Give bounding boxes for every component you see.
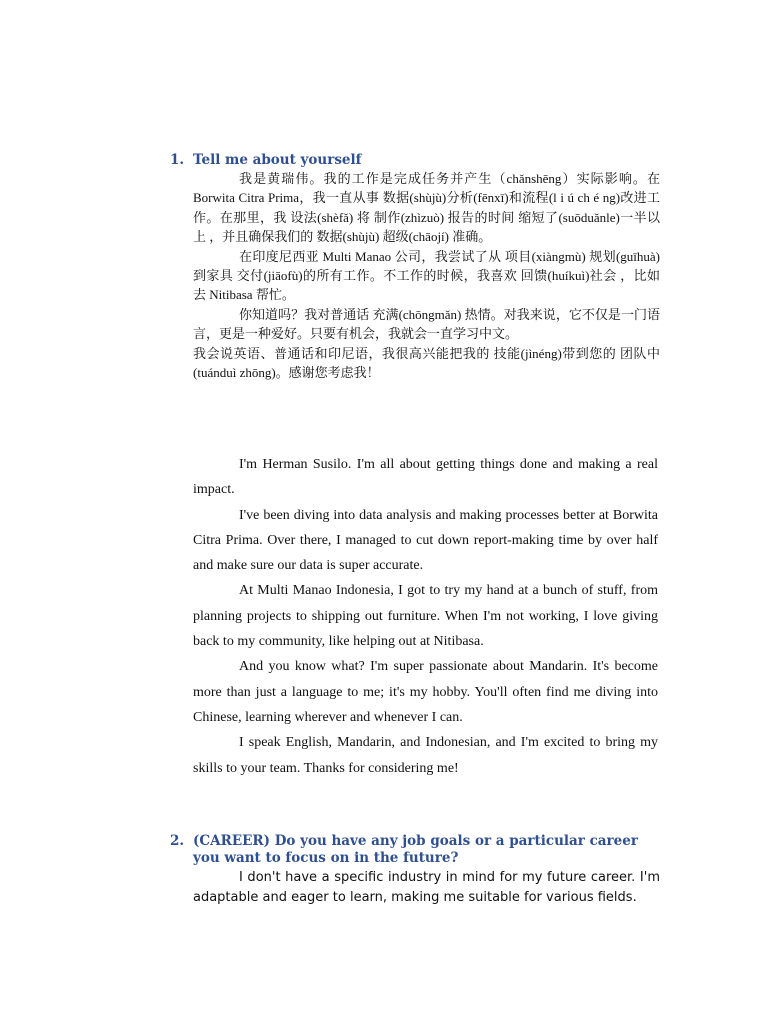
english-paragraph-1: I'm Herman Susilo. I'm all about getting things done and making a real impact. — [193, 457, 658, 498]
question-2-answer: I don't have a specific industry in mind for my future career. I'm adaptable and eager to learn, making me suitable for various fields. — [193, 870, 660, 905]
english-answer — [193, 452, 658, 781]
chinese-paragraph-4: 我会说英语、普通话和印尼语，我很高兴能把我的 技能(jìnéng)带到您的 团队中(tuánduì zhōng)。感谢您考虑我！ — [193, 345, 660, 381]
english-paragraph-3: At Multi Manao Indonesia, I got to try my hand at a bunch of stuff, from planning projects to shipping out furniture. When I'm not working, I love giving back to my community, like helping out at Nitibasa. — [193, 583, 658, 650]
question-2-title: (CAREER) Do you have any job goals or a particular career you want to focus on in the future? — [193, 833, 638, 866]
chinese-paragraph-1: 我是黄瑞伟。我的工作是完成任务并产生（chǎnshēng）实际影响。在 Borwita Citra Prima，我一直从事 数据(shùjù)分析(fēnxī)和流程(l i ú ch é ng)改进工作。在那里，我 设法(shèfǎ) 将 制作(zhìzuò) 报告的时间 缩短了(suōduǎnle)一半以上 ，并且确保我们的 数据(shùjù) 超级(chāojí) 准确。 — [193, 171, 660, 245]
question-1-heading — [170, 152, 660, 169]
chinese-answer — [193, 169, 660, 382]
question-2-number: 2. — [170, 833, 185, 849]
question-2 — [170, 833, 660, 908]
english-paragraph-2: I've been diving into data analysis and making processes better at Borwita Citra Prima. Over there, I managed to cut down report-making time by over half and make sure our data is super accurate. — [193, 507, 658, 574]
chinese-paragraph-3: 你知道吗？我对普通话 充满(chōngmǎn) 热情。对我来说，它不仅是一门语言，更是一种爱好。只要有机会，我就会一直学习中文。 — [193, 306, 660, 342]
question-1 — [170, 152, 660, 382]
chinese-paragraph-2: 在印度尼西亚 Multi Manao 公司，我尝试了从 项目(xiàngmù) 规划(guīhuà) 到家具 交付(jiāofù)的所有工作。不工作的时候，我喜欢 回馈(huíkuì)社会 ，比如去 Nitibasa 帮忙。 — [193, 248, 660, 303]
english-paragraph-4: And you know what? I'm super passionate about Mandarin. It's become more than just a language to me; it's my hobby. You'll often find me diving into Chinese, learning wherever and whenever I can. — [193, 659, 658, 725]
question-1-title: Tell me about yourself — [193, 152, 362, 168]
question-2-heading — [170, 833, 660, 867]
english-paragraph-5: I speak English, Mandarin, and Indonesian, and I'm excited to bring my skills to your team. Thanks for considering me! — [193, 735, 658, 776]
question-1-number: 1. — [170, 152, 185, 168]
